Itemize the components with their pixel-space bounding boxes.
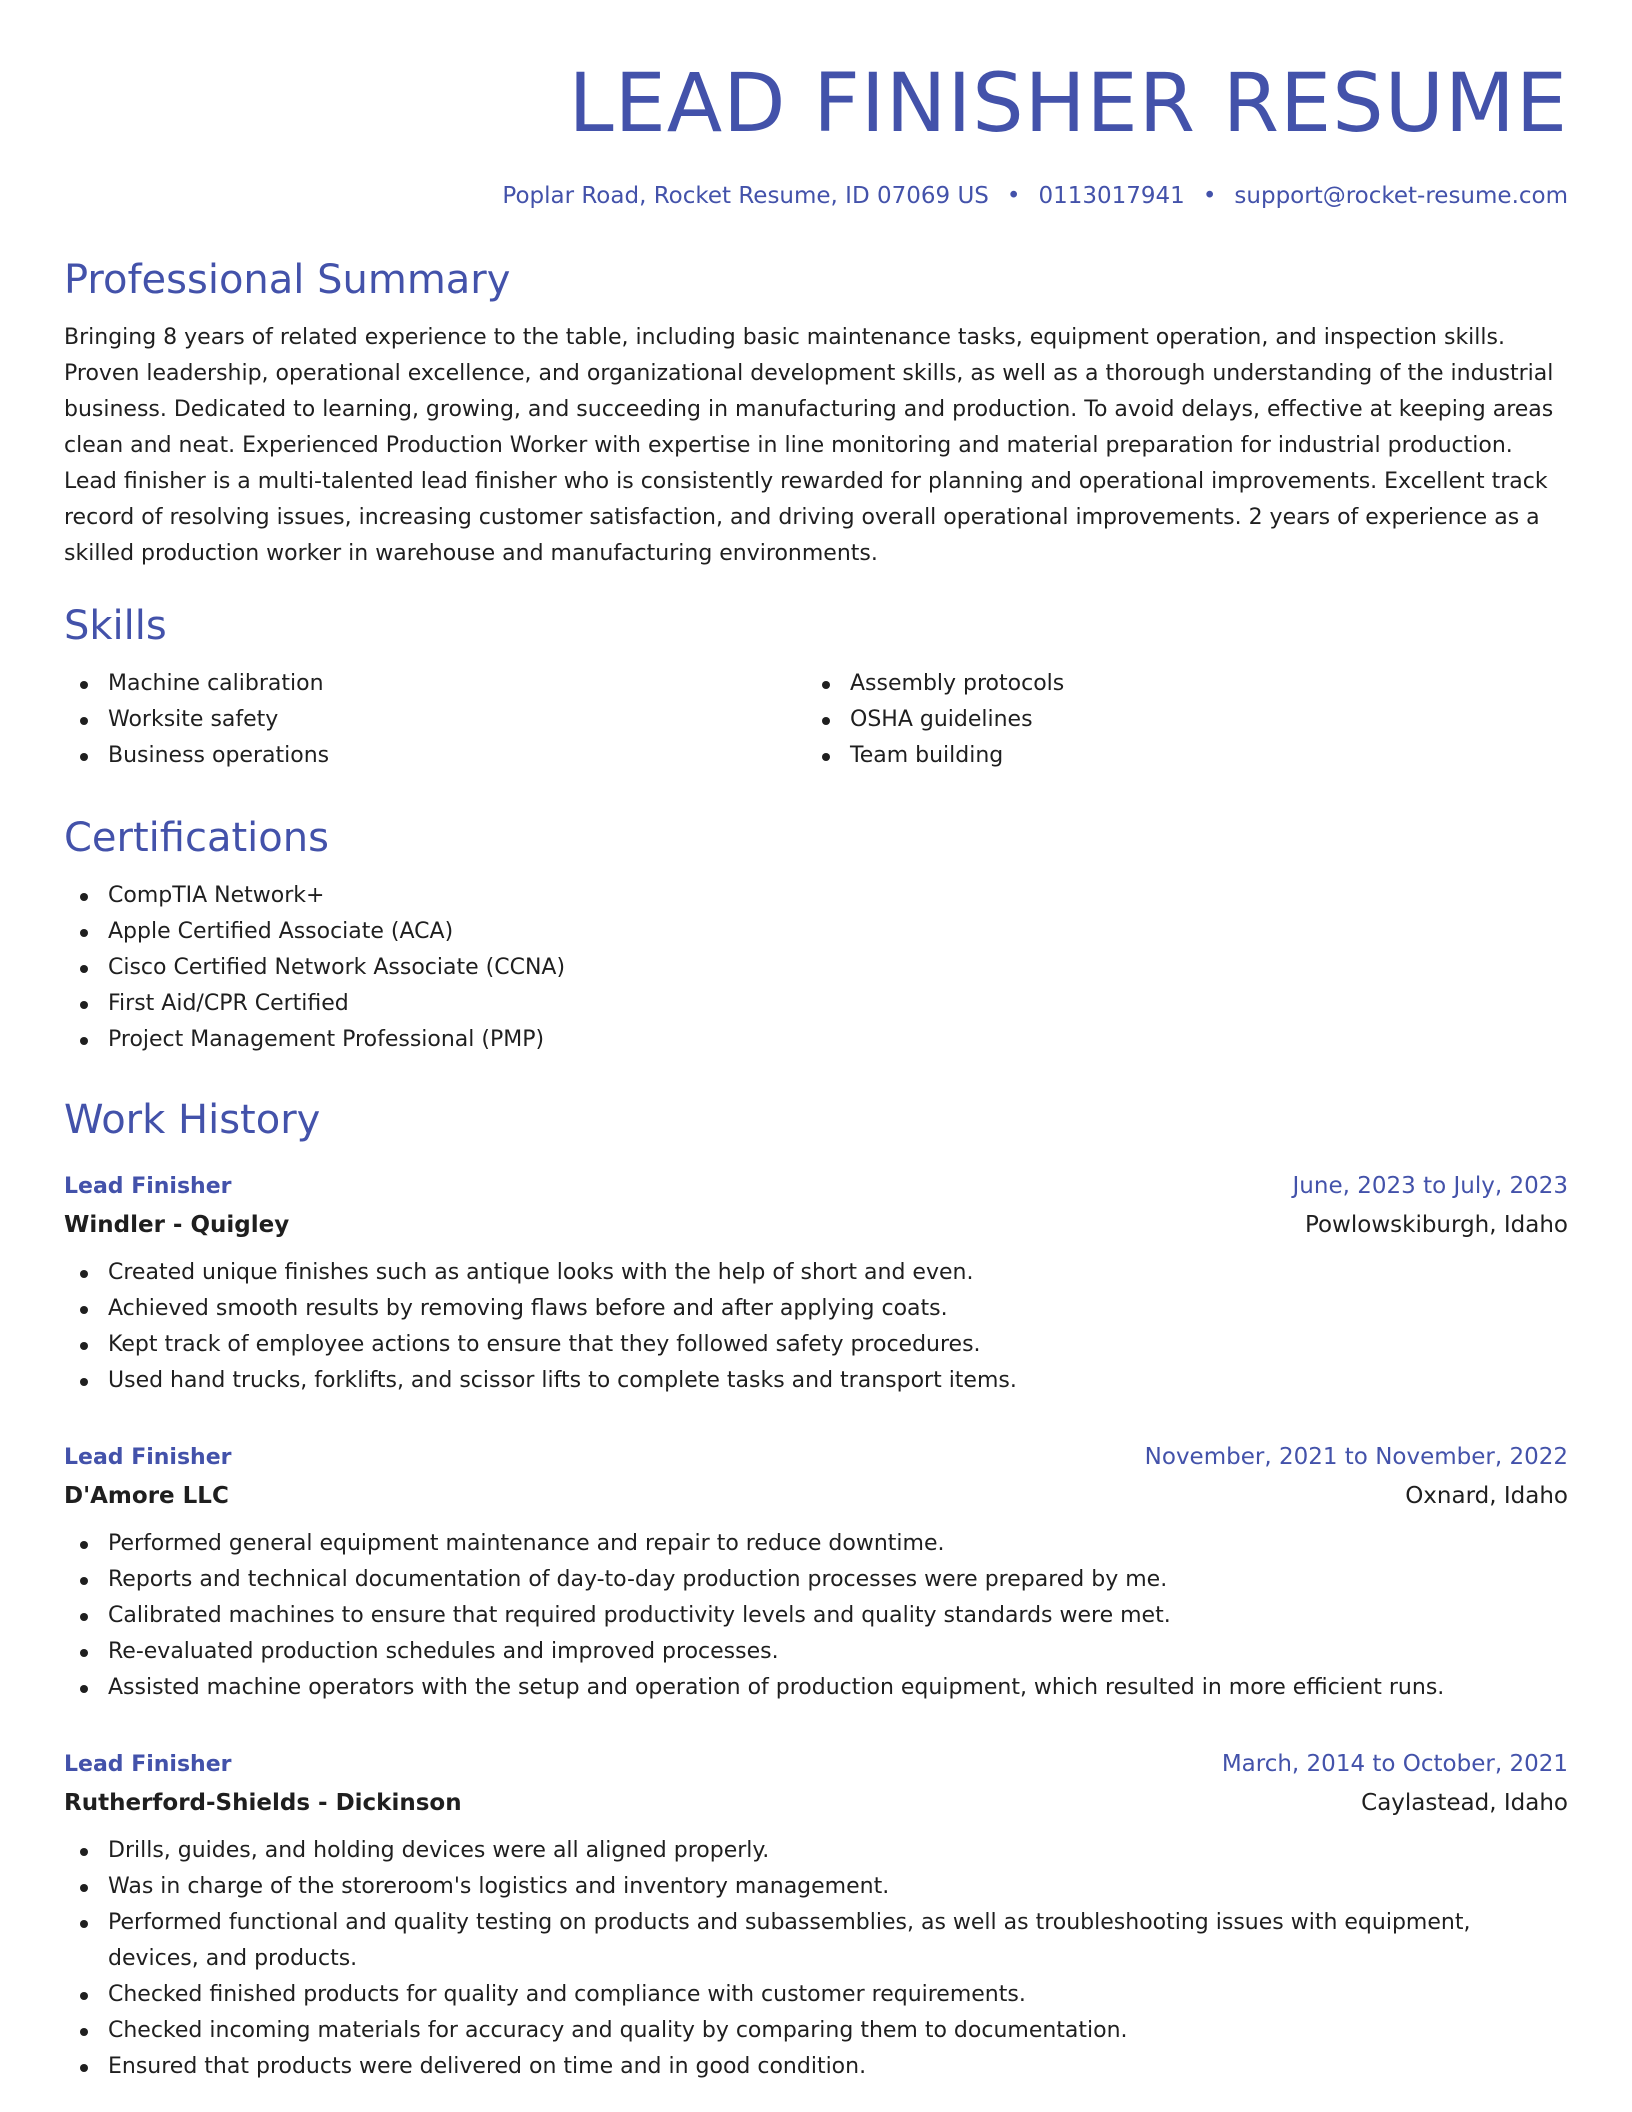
job-company: Rutherford-Shields - Dickinson — [64, 1790, 462, 1816]
job-title: Lead Finisher — [64, 1752, 232, 1777]
contact-separator: • — [1202, 183, 1217, 209]
job-duty: Created unique finishes such as antique looks with the help of short and even. — [64, 1255, 1568, 1291]
resume-title: LEAD FINISHER RESUME — [568, 57, 1568, 151]
resume-page — [64, 0, 1568, 2085]
job-duty: Checked finished products for quality and compliance with customer requirements. — [64, 1977, 1568, 2013]
job-duty: Kept track of employee actions to ensure that they followed safety procedures. — [64, 1327, 1568, 1363]
work-history-heading: Work History — [64, 1097, 321, 1143]
skill-item: Business operations — [64, 738, 806, 774]
summary-text: Bringing 8 years of related experience to the table, including basic maintenance tasks, equipment operation, and inspection skills. Proven leadership, operational excellence, and organizational development skills, as well as a thorough understanding of the industrial business. Dedicated to learning, growing, and succeeding in manufacturing and production. To avoid delays, effective at keeping areas clean and neat. Experienced Production Worker with expertise in line monitoring and material preparation for industrial production. Lead finisher is a multi-talented lead finisher who is consistently rewarded for planning and operational improvements. Excellent track record of resolving issues, increasing customer satisfaction, and driving overall operational improvements. 2 years of experience as a skilled production worker in warehouse and manufacturing environments. — [64, 325, 1554, 566]
job-duty: Performed functional and quality testing on products and subassemblies, as well as troubleshooting issues with equipment, devices, and products. — [64, 1905, 1568, 1977]
job-dates: June, 2023 to July, 2023 — [1292, 1173, 1568, 1199]
contact-phone: 0113017941 — [1038, 183, 1185, 209]
job-duty: Checked incoming materials for accuracy and quality by comparing them to documentation. — [64, 2013, 1568, 2049]
contact-email[interactable]: support@rocket-resume.com — [1234, 183, 1568, 209]
skills-list-right — [806, 666, 1548, 774]
job-company: D'Amore LLC — [64, 1483, 229, 1509]
job-entry — [64, 1746, 1568, 2085]
skill-item: Worksite safety — [64, 702, 806, 738]
job-duties-list — [64, 1526, 1568, 1706]
contact-address: Poplar Road, Rocket Resume, ID 07069 US — [502, 183, 989, 209]
job-company-row — [64, 1783, 1568, 1823]
certifications-list — [64, 878, 1568, 1058]
job-header-row — [64, 1439, 1568, 1476]
certification-item: Cisco Certified Network Associate (CCNA) — [64, 950, 1568, 986]
job-duty: Used hand trucks, forklifts, and scissor lifts to complete tasks and transport items. — [64, 1363, 1568, 1399]
job-entry — [64, 1168, 1568, 1399]
job-entry — [64, 1439, 1568, 1706]
job-company-row — [64, 1476, 1568, 1516]
job-header-row — [64, 1746, 1568, 1783]
certification-item: Project Management Professional (PMP) — [64, 1022, 1568, 1058]
job-duty: Re-evaluated production schedules and improved processes. — [64, 1634, 1568, 1670]
job-duty: Was in charge of the storeroom's logistics and inventory management. — [64, 1869, 1568, 1905]
job-duty: Calibrated machines to ensure that required productivity levels and quality standards were met. — [64, 1598, 1568, 1634]
skill-item: Assembly protocols — [806, 666, 1548, 702]
job-company: Windler - Quigley — [64, 1212, 290, 1238]
job-duty: Ensured that products were delivered on time and in good condition. — [64, 2049, 1568, 2085]
job-company-row — [64, 1205, 1568, 1245]
contact-line — [64, 180, 1568, 212]
certification-item: First Aid/CPR Certified — [64, 986, 1568, 1022]
job-duty: Reports and technical documentation of day-to-day production processes were prepared by me. — [64, 1562, 1568, 1598]
job-title: Lead Finisher — [64, 1445, 232, 1470]
job-location: Caylastead, Idaho — [1361, 1790, 1568, 1816]
summary-heading: Professional Summary — [64, 257, 511, 303]
job-title: Lead Finisher — [64, 1174, 232, 1199]
job-duties-list — [64, 1255, 1568, 1399]
skills-grid — [64, 666, 1568, 774]
job-dates: March, 2014 to October, 2021 — [1221, 1751, 1568, 1777]
job-location: Powlowskiburgh, Idaho — [1304, 1212, 1568, 1238]
contact-separator: • — [1006, 183, 1021, 209]
job-duty: Drills, guides, and holding devices were all aligned properly. — [64, 1833, 1568, 1869]
skill-item: Team building — [806, 738, 1548, 774]
job-duty: Performed general equipment maintenance and repair to reduce downtime. — [64, 1526, 1568, 1562]
job-duty: Assisted machine operators with the setup and operation of production equipment, which resulted in more efficient runs. — [64, 1670, 1568, 1706]
skills-heading: Skills — [64, 603, 167, 649]
skill-item: Machine calibration — [64, 666, 806, 702]
job-dates: November, 2021 to November, 2022 — [1144, 1444, 1568, 1470]
certification-item: CompTIA Network+ — [64, 878, 1568, 914]
certification-item: Apple Certified Associate (ACA) — [64, 914, 1568, 950]
job-duty: Achieved smooth results by removing flaws before and after applying coats. — [64, 1291, 1568, 1327]
job-location: Oxnard, Idaho — [1405, 1483, 1568, 1509]
skills-list-left — [64, 666, 806, 774]
job-header-row — [64, 1168, 1568, 1205]
job-duties-list — [64, 1833, 1568, 2085]
skill-item: OSHA guidelines — [806, 702, 1548, 738]
certifications-heading: Certifications — [64, 815, 329, 861]
